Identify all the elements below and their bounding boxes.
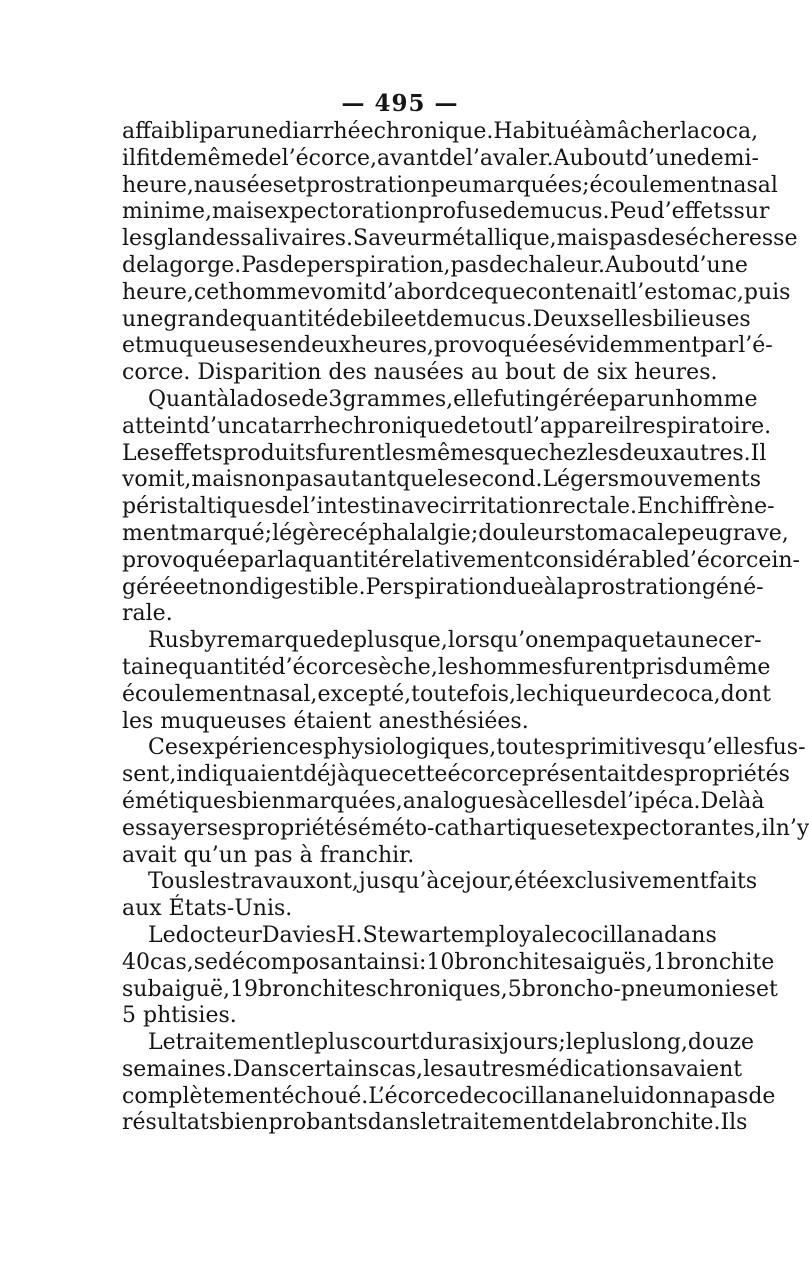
paragraph: [122, 922, 778, 1030]
text-line: de la gorge. Pas de perspiration, pas de chaleur. Au bout d’une: [122, 252, 748, 278]
text-line: il fit de même de l’écorce, avant de l’avaler. Au bout d’une demi-: [122, 145, 759, 171]
text-line: ment marqué ; légère céphalalgie ; douleur stomacale peu grave,: [122, 520, 789, 546]
text-line: affaibli par une diarrhée chronique. Habitué à mâcher la coca,: [122, 119, 759, 144]
text-line: vomit, mais non pas autant que le second. Légers mouvements: [122, 467, 761, 493]
text-line: provoquée par la quantité relativement considérable d’écorce in-: [122, 547, 800, 573]
text-line: atteint d’un catarrhe chronique de tout l’appareil respiratoire.: [122, 413, 772, 439]
text-line: Le traitement le plus court dura six jours ; le plus long, douze: [148, 1030, 755, 1056]
text-line: taine quantité d’écorce sèche, les hommes furent pris du même: [122, 654, 771, 680]
text-line: aux États-Unis.: [122, 896, 293, 922]
text-line: Ces expériences physiologiques, toutes primitives qu’elles fus-: [148, 735, 806, 761]
paragraph: [122, 119, 798, 387]
text-line: une grande quantité de bile et de mucus. Deux selles bilieuses: [122, 306, 751, 332]
text-line: 40 cas, se décomposant ainsi : 10 bronchites aiguës, 1 bronchite: [122, 949, 775, 975]
text-line: 5 phtisies.: [122, 1003, 237, 1029]
text-line: complètement échoué. L’écorce de cocillana ne lui donna pas de: [122, 1083, 776, 1109]
paragraph: [122, 1030, 776, 1137]
body-text: [122, 119, 809, 1137]
text-line: Le docteur Davies H. Stewart employa le cocillana dans: [148, 922, 717, 948]
text-line: et muqueuses en deux heures, provoquées évidemment par l’é-: [122, 333, 773, 359]
text-line: Quant à la dose de 3 grammes, elle fut ingérée par un homme: [148, 386, 758, 412]
text-line: corce. Disparition des nausées au bout de six heures.: [122, 360, 718, 386]
text-line: Tous les travaux ont, jusqu’à ce jour, été exclusivement faits: [148, 869, 758, 895]
text-line: Les effets produits furent les mêmes que chez les deux autres. Il: [122, 440, 767, 466]
text-line: résultats bien probants dans le traitement de la bronchite. Ils: [122, 1110, 748, 1136]
text-line: péristaltiques de l’intestin avec irritation rectale. Enchiffrène-: [122, 494, 775, 520]
text-line: écoulement nasal, excepté, toutefois, le chiqueur de coca, dont: [122, 681, 771, 707]
text-line: les glandes salivaires. Saveur métallique, mais pas de sécheresse: [122, 226, 798, 252]
text-line: heure, nausées et prostration peu marquées ; écoulement nasal: [122, 172, 778, 198]
text-line: rale.: [122, 601, 173, 627]
paragraph: [122, 735, 809, 869]
text-line: essayer ses propriétés éméto-cathartiques et expectorantes, il n’y: [122, 815, 809, 841]
text-line: semaines. Dans certains cas, les autres médications avaient: [122, 1056, 743, 1082]
text-line: minime, mais expectoration profuse de mucus. Peu d’effets sur: [122, 199, 770, 225]
paragraph: [122, 386, 800, 628]
paragraph: [122, 869, 758, 923]
text-line: heure, cet homme vomit d’abord ce que contenait l’estomac, puis: [122, 279, 791, 305]
text-line: subaiguë, 19 bronchites chroniques, 5 broncho-pneumonies et: [122, 976, 778, 1002]
text-line: Rusby remarque de plus que, lorsqu’on empaqueta une cer-: [148, 628, 762, 654]
paragraph: [122, 628, 771, 735]
text-line: les muqueuses étaient anesthésiées.: [122, 708, 529, 734]
page-number: — 495 —: [341, 90, 459, 117]
text-line: émétiques bien marquées, analogues à celles de l’ipéca. De là à: [122, 788, 765, 814]
text-line: avait qu’un pas à franchir.: [122, 842, 415, 868]
text-line: gérée et non digestible. Perspiration due à la prostration géné-: [122, 574, 764, 600]
text-line: sent, indiquaient déjà que cette écorce présentait des propriétés: [122, 762, 790, 788]
